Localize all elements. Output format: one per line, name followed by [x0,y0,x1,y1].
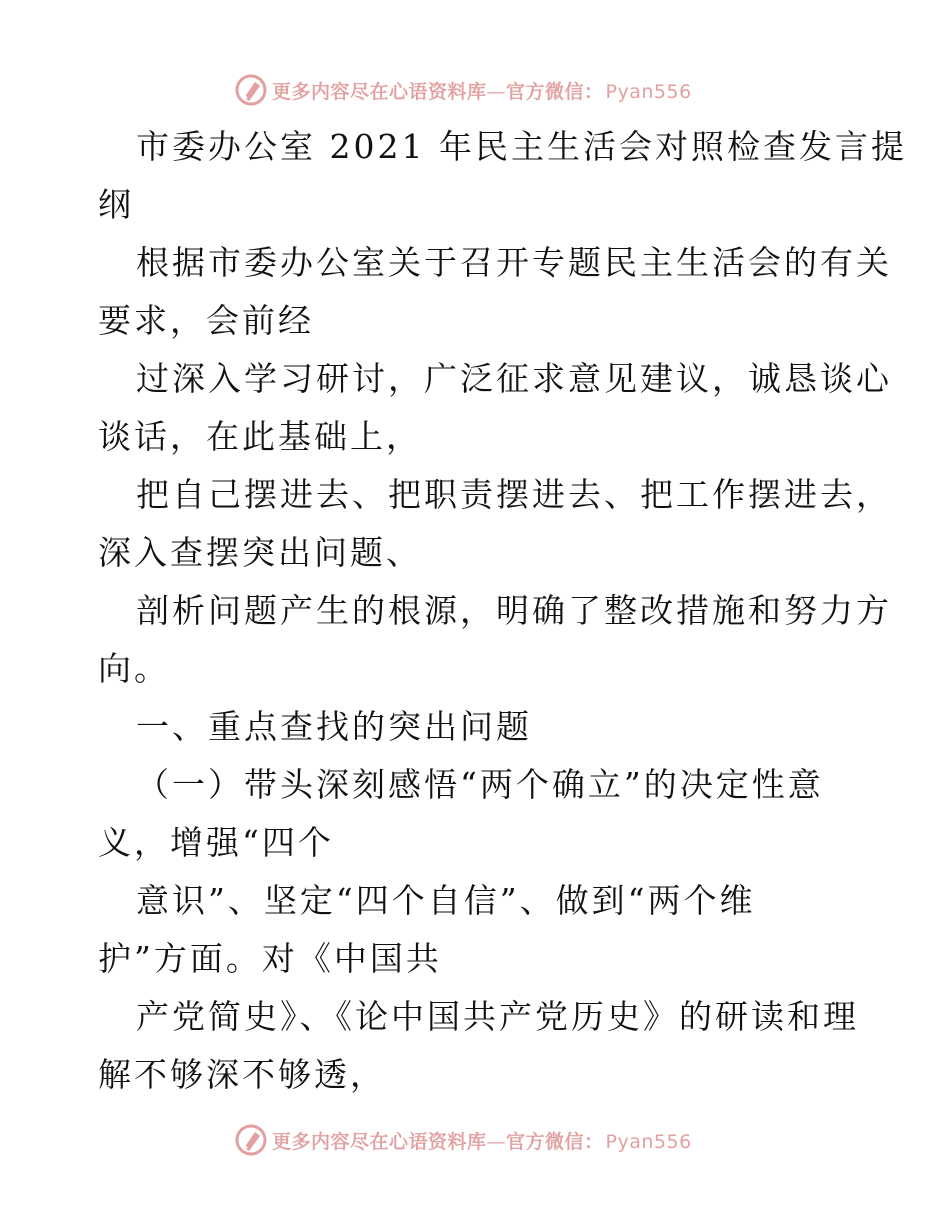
text-line: 向。 [98,649,170,688]
watermark-handle: Pyan556 [605,80,692,103]
text-line: 把自己摆进去、把职责摆进去、把工作摆进去， [136,475,892,514]
watermark-handle: Pyan556 [605,1130,692,1153]
text-line: （一）带头深刻感悟“两个确立”的决定性意 [136,765,824,804]
header-watermark [234,72,754,108]
text-line: 要求，会前经 [98,301,314,340]
watermark-separator: — [486,80,507,103]
text-line: 产党简史》、《论中国共产党历史》的研读和理 [136,997,859,1036]
text-line: 过深入学习研讨，广泛征求意见建议，诚恳谈心 [136,359,892,398]
watermark-text [272,77,692,104]
text-line: 解不够深不够透， [98,1055,386,1094]
text-line: 深入查摆突出问题、 [98,533,422,572]
document-body [98,118,907,1104]
text-line: 剖析问题产生的根源，明确了整改措施和努力方 [136,591,892,630]
watermark-contact: 官方微信： [506,1130,604,1153]
pen-logo-icon [234,73,268,107]
text-line: 纲 [98,185,134,224]
text-line: 谈话，在此基础上， [98,417,422,456]
pen-logo-icon [234,1123,268,1157]
watermark-text [272,1127,692,1154]
text-line: 护”方面。对《中国共 [98,939,442,978]
text-line: 市委办公室 2021 年民主生活会对照检查发言提 [136,127,907,166]
watermark-main: 更多内容尽在心语资料库 [272,80,487,103]
text-line: 义，增强“四个 [98,823,334,862]
watermark-main: 更多内容尽在心语资料库 [272,1130,487,1153]
text-line: 一、重点查找的突出问题 [136,707,532,746]
watermark-separator: — [486,1130,507,1153]
footer-watermark [234,1122,754,1158]
watermark-contact: 官方微信： [506,80,604,103]
text-line: 意识”、坚定“四个自信”、做到“两个维 [136,881,756,920]
text-line: 根据市委办公室关于召开专题民主生活会的有关 [136,243,892,282]
